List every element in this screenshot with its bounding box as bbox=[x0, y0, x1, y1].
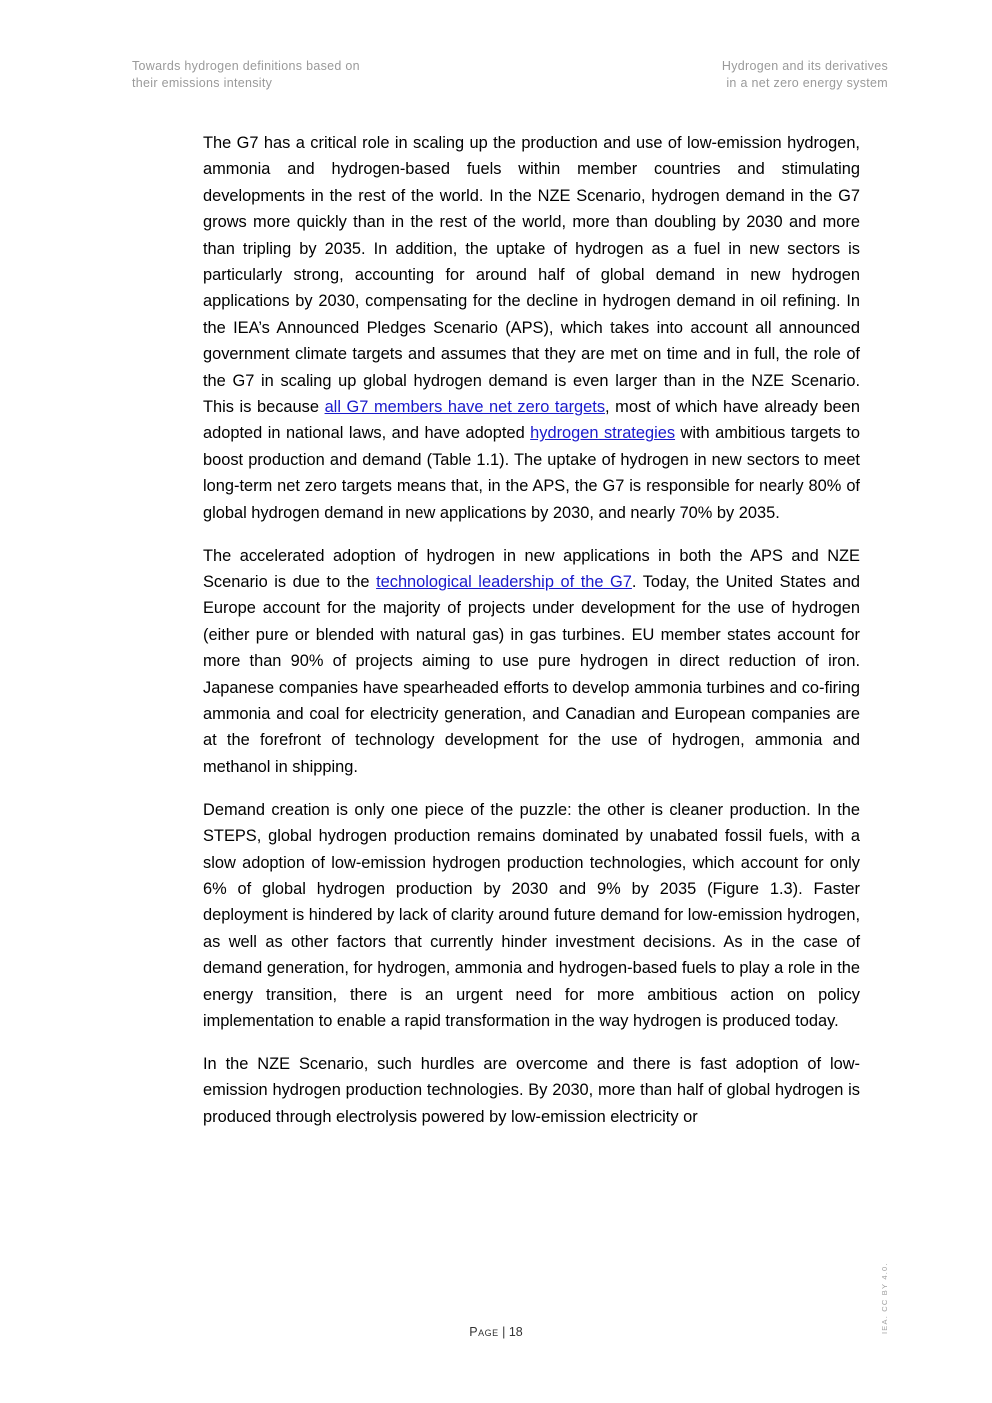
header-left-line-2: their emissions intensity bbox=[132, 76, 273, 90]
paragraph-demand-creation: Demand creation is only one piece of the puzzle: the other is cleaner production. In the STEPS, global hydrogen production remains dominated by unabated fossil fuels, with a slow adoption of low-emission hydrogen production technologies, which account for only 6% of global hydrogen production by 2030 and 9% by 2035 (Figure 1.3). Faster deployment is hindered by lack of clarity around future demand for low-emission hydrogen, as well as other factors that currently hinder investment decisions. As in the case of demand generation, for hydrogen, ammonia and hydrogen-based fuels to play a role in the energy transition, there is an urgent need for more ambitious action on policy implementation to enable a rapid transformation in the way hydrogen is produced today. bbox=[203, 800, 860, 1030]
link-g7-net-zero-targets[interactable]: all G7 members have net zero targets bbox=[324, 398, 606, 417]
page-label: Page bbox=[469, 1325, 499, 1339]
header-right-line-1: Hydrogen and its derivatives bbox=[721, 59, 888, 73]
document-body bbox=[203, 130, 860, 1147]
paragraph-1-text-a: The G7 has a critical role in scaling up the production and use of low-emission hydrogen, ammonia and hydrogen-based fuels within member countries and stimulating developments in the rest of the world. In the NZE Scenario, hydrogen demand in the G7 grows more quickly than in the rest of the world, more than doubling by 2030 and more than tripling by 2035. In addition, the uptake of hydrogen as a fuel in new sectors is particularly strong, accounting for around half of global demand in new hydrogen applications by 2030, compensating for the decline in hydrogen demand in oil refining. In the IEA’s Announced Pledges Scenario (APS), which takes into account all announced government climate targets and assumes that they are met on time and in full, the role of the G7 in scaling up global hydrogen demand is even larger than in the NZE Scenario. This is because bbox=[203, 134, 860, 417]
paragraph-1-text-b: , most of which have already been adopted in national laws, and have adopted bbox=[203, 398, 861, 443]
paragraph-2-text-b: . Today, the United States and Europe account for the majority of projects under development for the use of hydrogen (either pure or blended with natural gas) in gas turbines. EU member states account for more than 90% of projects aiming to use pure hydrogen in direct reduction of iron. Japanese companies have spearheaded efforts to develop ammonia turbines and co-firing ammonia and coal for electricity generation, and Canadian and European companies are at the forefront of technology development for the use of hydrogen, ammonia and methanol in shipping. bbox=[203, 573, 860, 776]
running-header-right bbox=[722, 58, 888, 92]
link-hydrogen-strategies[interactable]: hydrogen strategies bbox=[530, 424, 676, 443]
paragraph-g7-role bbox=[203, 130, 860, 526]
paragraph-nze-hurdles: In the NZE Scenario, such hurdles are overcome and there is fast adoption of low-emission hydrogen production technologies. By 2030, more than half of global hydrogen is produced through electrolysis powered by low-emission electricity or bbox=[203, 1054, 860, 1126]
header-left-line-1: Towards hydrogen definitions based on bbox=[132, 59, 360, 73]
page-separator: | bbox=[498, 1325, 509, 1339]
link-technological-leadership[interactable]: technological leadership of the G7 bbox=[376, 573, 632, 591]
license-notice: IEA. CC BY 4.0. bbox=[880, 1262, 889, 1334]
paragraph-1-text-c: with ambitious targets to boost production and demand (Table 1.1). The uptake of hydrogen in new sectors to meet long-term net zero targets means that, in the APS, the G7 is responsible for nearly 80% of global hydrogen demand in new applications by 2030, and nearly 70% by 2035. bbox=[203, 424, 861, 522]
header-right-line-2: in a net zero energy system bbox=[726, 76, 888, 90]
page-number: 18 bbox=[508, 1325, 523, 1339]
paragraph-accelerated-adoption bbox=[203, 543, 860, 781]
paragraph-2-text-a: The accelerated adoption of hydrogen in new applications in both the APS and NZE Scenario is due to the bbox=[203, 546, 860, 591]
page-footer bbox=[0, 1325, 992, 1339]
running-header-left bbox=[132, 58, 360, 92]
